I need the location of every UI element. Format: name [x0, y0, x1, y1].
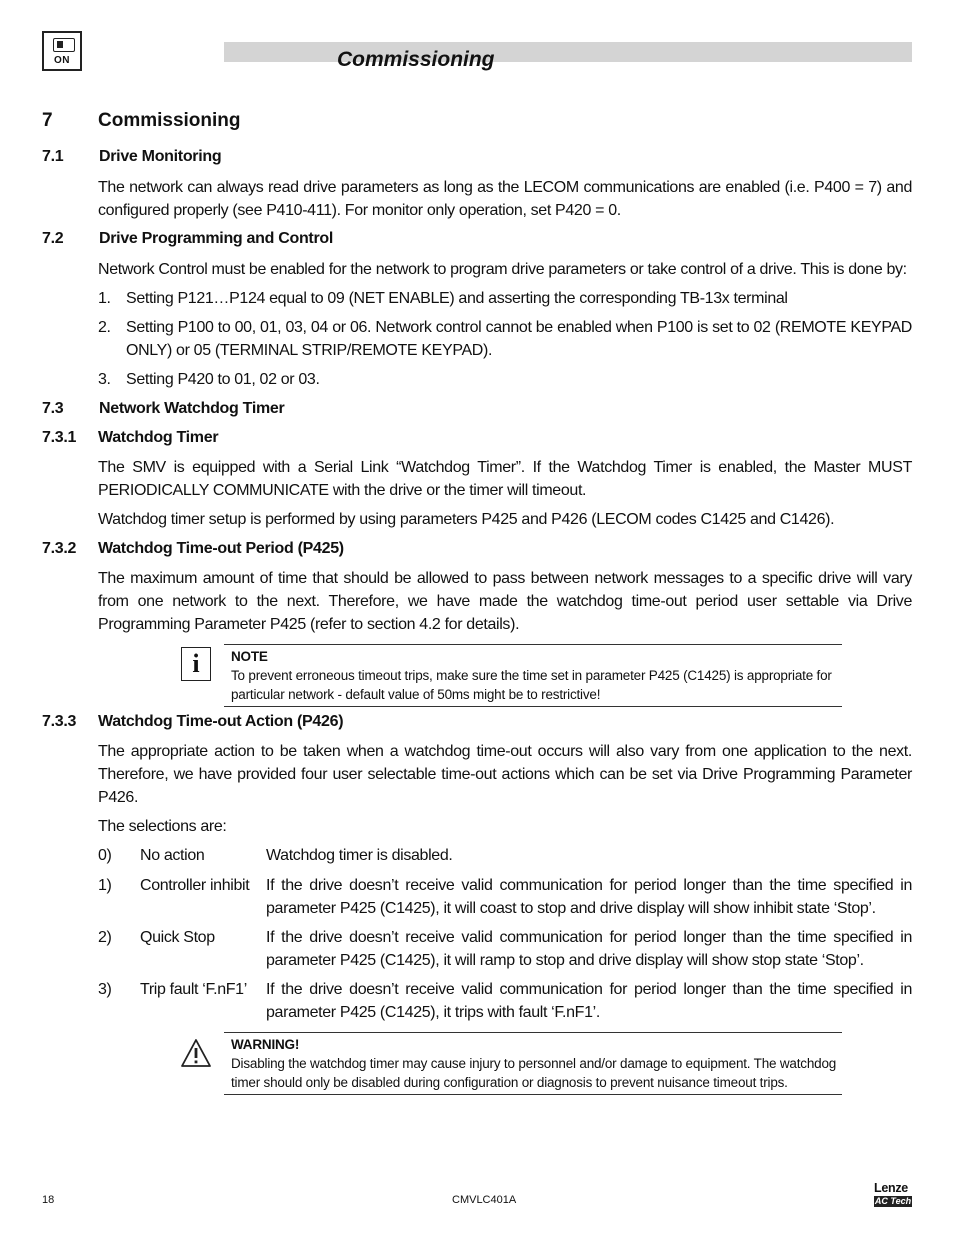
list-number: 1.: [98, 290, 111, 307]
list-item: Setting P100 to 00, 01, 03, 04 or 06. Network control cannot be enabled when P100 is set to 02 (REMOTE KEYPAD ONLY) or 05 (TERMINAL STRIP/REMOTE KEYPAD).: [126, 319, 912, 359]
selection-desc: If the drive doesn’t receive valid communication for period longer than the time specified in parameter P425 (C1425), it trips with fault ‘F.nF1’.: [266, 981, 912, 1021]
subsection-number: 7.3: [42, 400, 64, 417]
list-item: Setting P420 to 01, 02 or 03.: [126, 371, 320, 388]
warning-bottom-rule: [224, 1094, 842, 1095]
header-title: Commissioning: [337, 48, 495, 71]
warning-triangle-icon: [180, 1038, 212, 1068]
subsection-title: Watchdog Time-out Action (P426): [98, 713, 344, 730]
document-code: CMVLC401A: [452, 1194, 517, 1206]
warning-text: Disabling the watchdog timer may cause injury to personnel and/or damage to equipment. The watchdog timer should only be disabled during configuration or diagnosis to prevent nuisance timeout trips.: [231, 1056, 837, 1090]
subsection-number: 7.3.2: [42, 540, 77, 557]
selection-name: No action: [140, 847, 205, 864]
list-item: Setting P121…P124 equal to 09 (NET ENABLE) and asserting the corresponding TB-13x terminal: [126, 290, 788, 307]
subsection-number: 7.3.1: [42, 429, 77, 446]
selection-name: Quick Stop: [140, 929, 215, 946]
logo-lenze: Lenze: [874, 1181, 908, 1195]
subsection-number: 7.3.3: [42, 713, 77, 730]
on-label: ON: [54, 55, 70, 66]
subsection-number: 7.2: [42, 230, 64, 247]
list-number: 3.: [98, 371, 111, 388]
page-number: 18: [42, 1194, 55, 1206]
note-bottom-rule: [224, 706, 842, 707]
selection-number: 3): [98, 981, 112, 998]
note-text: To prevent erroneous timeout trips, make sure the time set in parameter P425 (C1425) is appropriate for particular network - default value of 50ms might be to restrictive!: [231, 668, 832, 702]
warning-top-rule: [224, 1032, 842, 1033]
paragraph: Network Control must be enabled for the network to program drive parameters or take control of a drive. This is done by:: [98, 261, 907, 278]
selection-number: 0): [98, 847, 112, 864]
warning-title: WARNING!: [231, 1037, 300, 1052]
switch-icon: [53, 38, 75, 52]
lenze-logo: [874, 1182, 912, 1207]
paragraph: The SMV is equipped with a Serial Link “Watchdog Timer”. If the Watchdog Timer is enabled, the Master MUST PERIODICALLY COMMUNICATE with the drive or the timer will timeout.: [98, 459, 912, 499]
info-icon: i: [181, 647, 211, 681]
subsection-number: 7.1: [42, 148, 64, 165]
selection-name: Controller inhibit: [140, 877, 250, 894]
subsection-title: Watchdog Time-out Period (P425): [98, 540, 344, 557]
section-number: 7: [42, 110, 53, 131]
header-bar: [224, 42, 912, 62]
note-title: NOTE: [231, 649, 268, 664]
paragraph: Watchdog timer setup is performed by using parameters P425 and P426 (LECOM codes C1425 and C1426).: [98, 511, 835, 528]
paragraph: The selections are:: [98, 818, 227, 835]
paragraph: The network can always read drive parameters as long as the LECOM communications are enabled (i.e. P400 = 7) and configured properly (see P410-411). For monitor only operation, set P420 = 0.: [98, 179, 912, 219]
selection-number: 1): [98, 877, 112, 894]
selection-desc: Watchdog timer is disabled.: [266, 847, 453, 864]
list-number: 2.: [98, 319, 111, 336]
selection-desc: If the drive doesn’t receive valid communication for period longer than the time specified in parameter P425 (C1425), it will coast to stop and drive display will show inhibit state ‘Stop’.: [266, 877, 912, 917]
power-on-icon: [42, 31, 82, 71]
subsection-title: Network Watchdog Timer: [99, 400, 285, 417]
note-top-rule: [224, 644, 842, 645]
subsection-title: Drive Monitoring: [99, 148, 222, 165]
selection-desc: If the drive doesn’t receive valid communication for period longer than the time specified in parameter P425 (C1425), it will ramp to stop and drive display will show stop state ‘Stop’.: [266, 929, 912, 969]
paragraph: The maximum amount of time that should be allowed to pass between network messages to a specific drive will vary from one network to the next. Therefore, we have made the watchdog time-out period user settable via Drive Programming Parameter P425 (refer to section 4.2 for details).: [98, 570, 912, 633]
subsection-title: Watchdog Timer: [98, 429, 219, 446]
selection-name: Trip fault ‘F.nF1’: [140, 981, 247, 998]
subsection-title: Drive Programming and Control: [99, 230, 333, 247]
paragraph: The appropriate action to be taken when a watchdog time-out occurs will also vary from one application to the next. Therefore, we have provided four user selectable time-out actions which can be set via Drive Programming Parameter P426.: [98, 743, 912, 806]
logo-actech: AC Tech: [874, 1196, 912, 1206]
section-title: Commissioning: [98, 110, 241, 131]
selection-number: 2): [98, 929, 112, 946]
